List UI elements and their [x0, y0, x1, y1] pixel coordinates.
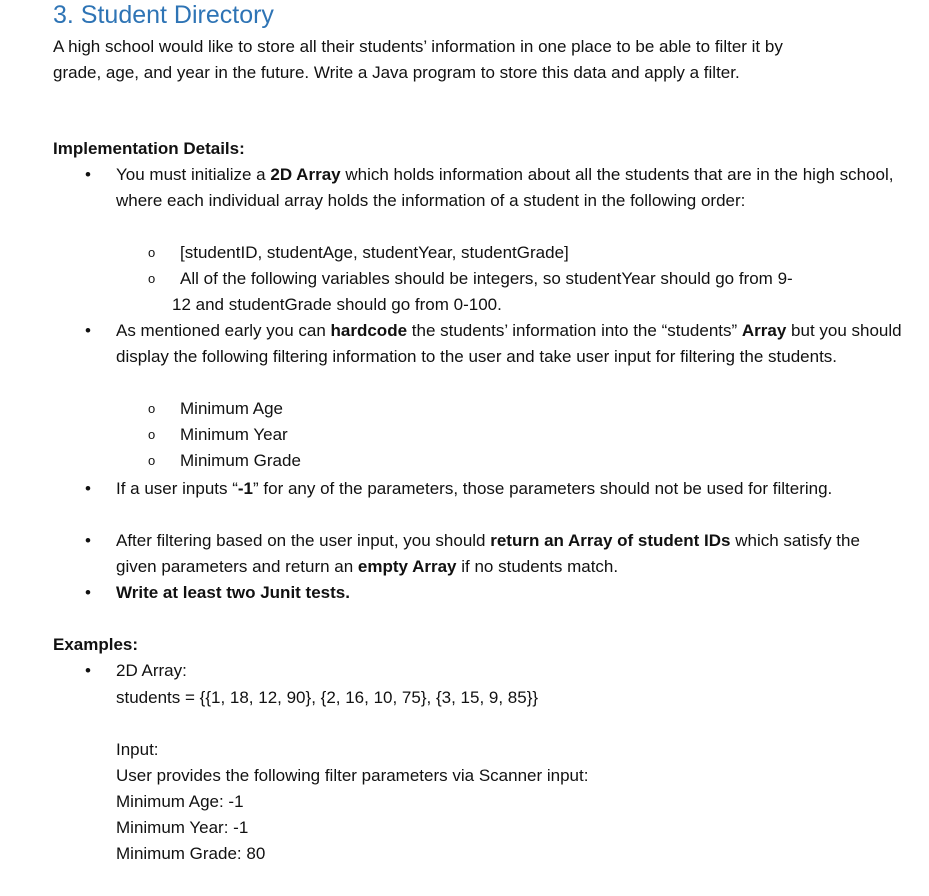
example-min-grade: Minimum Grade: 80	[116, 844, 266, 863]
bullet-minus-one: If a user inputs “-1” for any of the parameters, those parameters should not be used for filtering.	[116, 479, 833, 498]
example-input-label: Input:	[116, 740, 159, 759]
examples-title: Examples:	[53, 635, 139, 654]
bullet-dot-icon: •	[85, 661, 91, 680]
sub-bullet-min-grade: Minimum Grade	[180, 451, 301, 470]
sub-bullet-circle-icon: o	[148, 401, 156, 416]
page-title: 3. Student Directory	[53, 1, 274, 29]
bullet-dot-icon: •	[85, 583, 91, 602]
sub-bullet-circle-icon: o	[148, 245, 156, 260]
example-array-value: students = {{1, 18, 12, 90}, {2, 16, 10, 75}, {3, 15, 9, 85}}	[116, 688, 539, 707]
bullet-return-ids: After filtering based on the user input, you should return an Array of student IDs which satisfy the given parameters and return an empty Array if no students match.	[116, 531, 860, 576]
sub-bullet-order: [studentID, studentAge, studentYear, studentGrade]	[180, 243, 569, 262]
sub-bullet-min-year: Minimum Year	[180, 425, 288, 444]
bullet-dot-icon: •	[85, 479, 91, 498]
bullet-dot-icon: •	[85, 531, 91, 550]
bullet-dot-icon: •	[85, 321, 91, 340]
sub-bullet-circle-icon: o	[148, 271, 156, 286]
example-input-description: User provides the following filter parameters via Scanner input:	[116, 766, 589, 785]
example-array-label: 2D Array:	[116, 661, 187, 680]
bullet-junit: Write at least two Junit tests.	[116, 583, 350, 602]
sub-bullet-min-age: Minimum Age	[180, 399, 283, 418]
bullet-hardcode: As mentioned early you can hardcode the students’ information into the “students” Array but you should display the following filtering information to the user and take user input for filtering the students.	[116, 321, 902, 366]
bullet-dot-icon: •	[85, 165, 91, 184]
sub-bullet-integers: All of the following variables should be integers, so studentYear should go from 9- 12 and studentGrade should go from 0-100.	[172, 269, 793, 314]
example-min-age: Minimum Age: -1	[116, 792, 244, 811]
sub-bullet-circle-icon: o	[148, 427, 156, 442]
intro-paragraph: A high school would like to store all their students’ information in one place to be able to filter it by grade, age, and year in the future. Write a Java program to store this data and apply a filter.	[53, 37, 783, 82]
bullet-2d-array: You must initialize a 2D Array which holds information about all the students that are in the high school, where each individual array holds the information of a student in the following order:	[116, 165, 894, 210]
sub-bullet-circle-icon: o	[148, 453, 156, 468]
example-min-year: Minimum Year: -1	[116, 818, 249, 837]
implementation-title: Implementation Details:	[53, 139, 245, 158]
